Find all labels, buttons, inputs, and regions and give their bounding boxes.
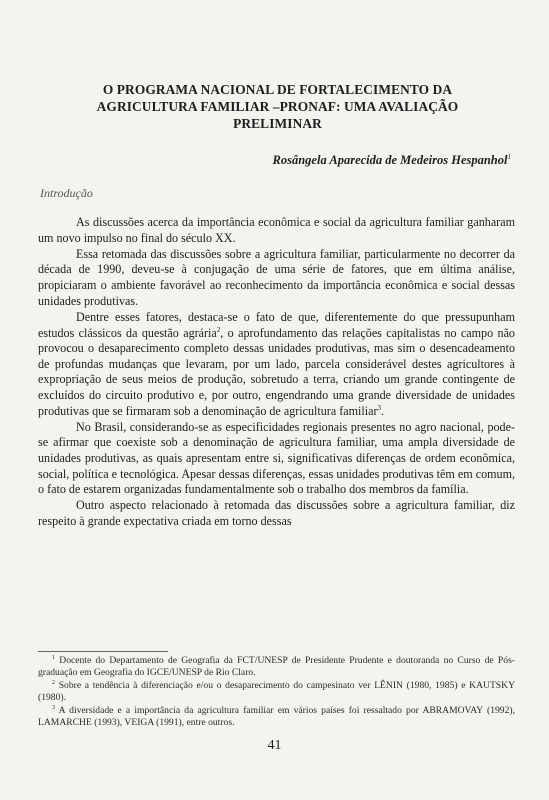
paragraph-4: No Brasil, considerando-se as especificidades regionais presentes no agro nacional, pode-se afirmar que coexiste sob a denominação de agricultura familiar, uma ampla diversidade de unidades produtivas, as quais apresentam entre si, significativas diferenças de ordem econômica, social, política e tecnológica. Apesar dessas diferenças, essas unidades produtivas têm em comum, o fato de estarem organizadas fundamentalmente sob o trabalho dos membros da família. bbox=[38, 419, 515, 497]
footnote-1 bbox=[38, 655, 515, 680]
footnote-3-text: A diversidade e a importância da agricultura familiar em vários países foi ressaltado por ABRAMOVAY (1992), LAMARCHE (1993), VEIGA (1991), entre outros. bbox=[38, 704, 515, 729]
footnote-1-text: Docente do Departamento de Geografia da FCT/UNESP de Presidente Prudente e doutoranda no Curso de Pós-graduação em Geografia do IGCE/UNESP de Rio Claro. bbox=[38, 655, 515, 679]
page-number: 41 bbox=[267, 738, 282, 753]
footnote-1-marker: 1 bbox=[52, 654, 55, 661]
paragraph-1: As discussões acerca da importância econômica e social da agricultura familiar ganharam um novo impulso no final do século XX. bbox=[38, 215, 515, 245]
article-title bbox=[30, 81, 525, 132]
paragraph-2: Essa retomada das discussões sobre a agricultura familiar, particularmente no decorrer da década de 1990, deveu-se à conjugação de uma série de fatores, que em última análise, propiciaram o ambiente favorável ao reconhecimento da importância econômica e social dessas unidades produtivas. bbox=[38, 246, 515, 308]
paragraph-5: Outro aspecto relacionado à retomada das discussões sobre a agricultura familiar, diz respeito à grande expectativa criada em torno dessas bbox=[38, 498, 515, 529]
author-footnote-marker: 1 bbox=[507, 153, 511, 161]
title-line-1: O PROGRAMA NACIONAL DE FORTALECIMENTO DA bbox=[102, 82, 453, 97]
footnote-ref-3: 3 bbox=[377, 403, 382, 412]
footnote-2-marker: 2 bbox=[52, 679, 55, 686]
section-heading: Introdução bbox=[40, 186, 93, 200]
title-line-2: AGRICULTURA FAMILIAR –PRONAF: UMA AVALIAÇÃO bbox=[96, 99, 459, 114]
footnote-2 bbox=[38, 680, 515, 705]
footnote-3 bbox=[38, 705, 515, 730]
paragraph-3-part-b: , o aprofundamento das relações capitalistas no campo não provocou o desaparecimento completo dessas unidades produtivas, mas sim o desencadeamento de profundas mudanças que levaram, por um lado, parcela considerável destes agricultores à expropriação de seus meios de produção, sobretudo a terra, criando um grande contingente de excluídos do circuito produtivo e, por outro, engendrando uma grande diversidade de unidades produtivas que se firmaram sob a denominação de agricultura familiar bbox=[38, 325, 515, 418]
footnote-3-marker: 3 bbox=[52, 704, 55, 711]
paragraph-3-part-c: . bbox=[381, 403, 385, 418]
footnote-divider bbox=[38, 651, 168, 652]
title-line-3: PRELIMINAR bbox=[233, 116, 322, 131]
author-line bbox=[273, 153, 511, 168]
paragraph-3 bbox=[38, 310, 515, 419]
body-text bbox=[38, 215, 515, 530]
footnote-2-text: Sobre a tendência à diferenciação e/ou o desaparecimento do campesinato ver LÊNIN (1980, 1985) e KAUTSKY (1980). bbox=[38, 679, 515, 704]
paragraph-3-part-a: Dentre esses fatores, destaca-se o fato de que, diferentemente do que pressupunham estudos clássicos da questão agrária bbox=[38, 309, 515, 340]
author-name: Rosângela Aparecida de Medeiros Hespanhol bbox=[272, 153, 508, 168]
footnote-ref-2: 2 bbox=[216, 325, 221, 334]
footnotes bbox=[38, 655, 515, 729]
